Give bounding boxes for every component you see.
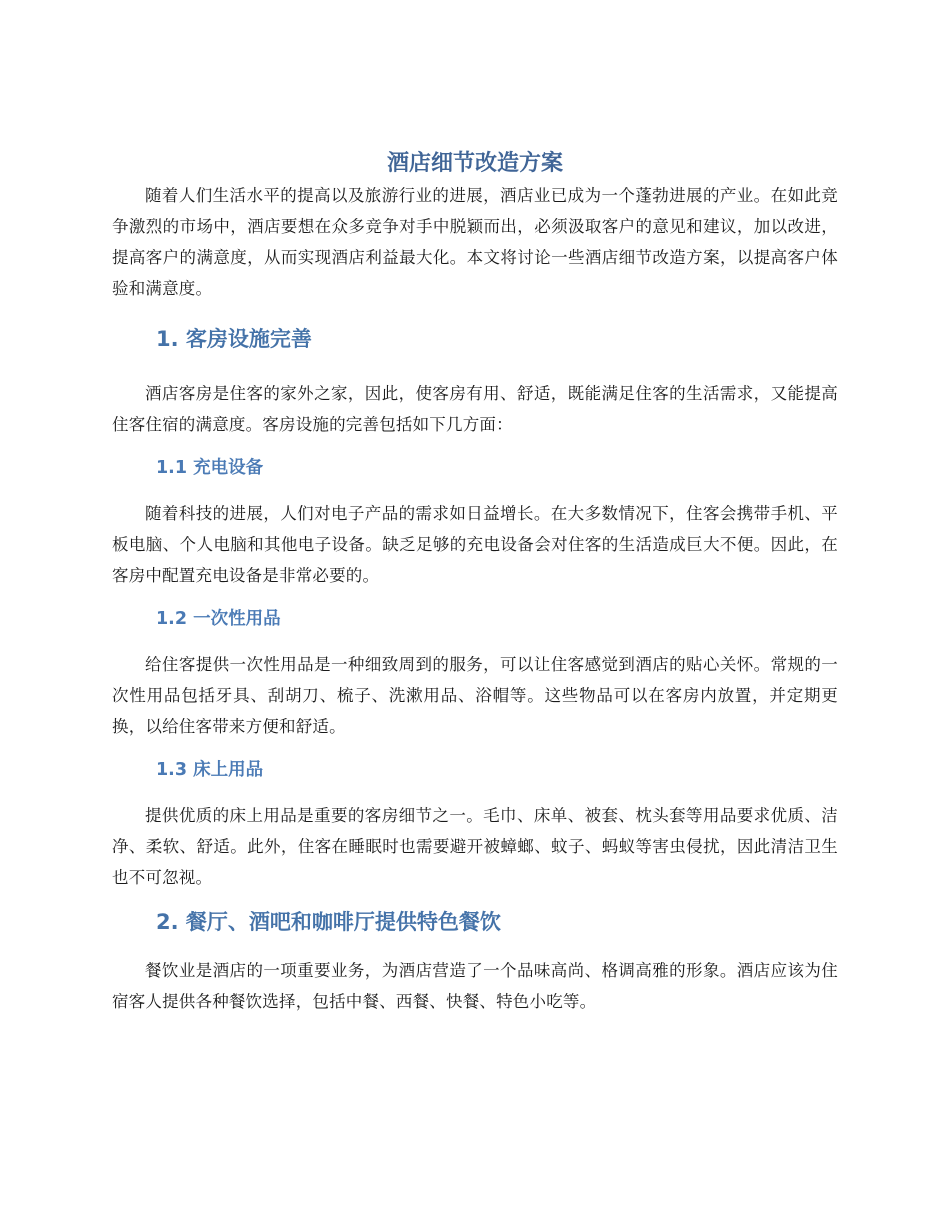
subsection-heading-charging: 1.1 充电设备: [156, 458, 264, 478]
section-paragraph-dining: 餐饮业是酒店的一项重要业务，为酒店营造了一个品味高尚、格调高雅的形象。酒店应该为住宿客人提供各种餐饮选择，包括中餐、西餐、快餐、特色小吃等。: [112, 961, 838, 1011]
subsection-heading-disposables: 1.2 一次性用品: [156, 609, 281, 629]
subsection-paragraph-charging: 随着科技的进展，人们对电子产品的需求如日益增长。在大多数情况下，住客会携带手机、平板电脑、个人电脑和其他电子设备。缺乏足够的充电设备会对住客的生活造成巨大不便。因此，在客房中配置充电设备是非常必要的。: [112, 504, 838, 585]
subsection-paragraph-disposables: 给住客提供一次性用品是一种细致周到的服务，可以让住客感觉到酒店的贴心关怀。常规的一次性用品包括牙具、刮胡刀、梳子、洗漱用品、浴帽等。这些物品可以在客房内放置，并定期更换，以给住客带来方便和舒适。: [112, 655, 838, 736]
section-heading-dining: 2. 餐厅、酒吧和咖啡厅提供特色餐饮: [156, 910, 501, 934]
document-body: [112, 148, 838, 1017]
section-heading-rooms: 1. 客房设施完善: [156, 327, 312, 351]
document-title: 酒店细节改造方案: [386, 151, 563, 176]
section-paragraph-rooms: 酒店客房是住客的家外之家，因此，使客房有用、舒适，既能满足住客的生活需求，又能提高住客住宿的满意度。客房设施的完善包括如下几方面：: [112, 384, 838, 434]
intro-paragraph: 随着人们生活水平的提高以及旅游行业的进展，酒店业已成为一个蓬勃进展的产业。在如此竞争激烈的市场中，酒店要想在众多竞争对手中脱颖而出，必须汲取客户的意见和建议，加以改进，提高客户的满意度，从而实现酒店利益最大化。本文将讨论一些酒店细节改造方案，以提高客户体验和满意度。: [112, 186, 838, 298]
subsection-paragraph-bedding: 提供优质的床上用品是重要的客房细节之一。毛巾、床单、被套、枕头套等用品要求优质、洁净、柔软、舒适。此外，住客在睡眠时也需要避开被蟑螂、蚊子、蚂蚁等害虫侵扰，因此清洁卫生也不可忽视。: [112, 806, 838, 887]
subsection-heading-bedding: 1.3 床上用品: [156, 760, 264, 780]
